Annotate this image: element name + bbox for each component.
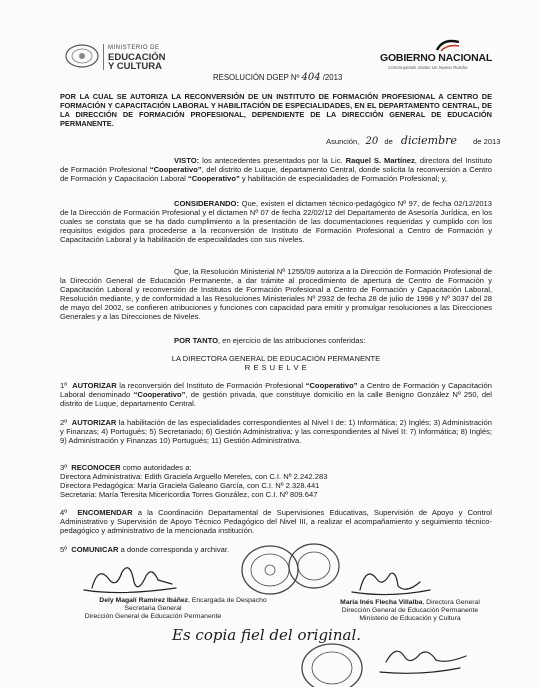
article-2-number: 2º: [60, 418, 67, 427]
article-3-text: como autoridades a:: [120, 463, 192, 472]
considerando-text: Que, existen el dictamen técnico-pedagógico Nº 97, de fecha 02/12/2013 de la Dirección de Formación Profesional y el dictamen Nº 07 de fecha 22/02/12 del Departamento de Asesoría Jurídica, en los cuales se constata que se ha dado cumplimiento a la presentación de las documentaciones requeridas y cumplido con los requisitos exigidos para procederse a la reconversión de Instituto de Formación Profesional a Centro de Formación y Capacitación Laboral y la habilitación de especialidades con sus niveles.: [60, 199, 492, 244]
article-1-cooperativo-2: “Cooperativo”: [133, 390, 186, 399]
article-1-text-2: a Centro de Formación y Capacitación Laboral denominado: [60, 381, 492, 399]
que-paragraph: Que, la Resolución Ministerial Nº 1255/09 autoriza a la Dirección de Formación Profesional de la Dirección General de Educación Permanente, a dar trámite al procedimiento de apertura de Centro de Formación y Capacitación Laboral y reconversión de Institutos de Formación Profesional a Centro de Formación y Capacitación Laboral, Resolución mediante, y de conformidad a las Resoluciones Ministeriales Nº 2932 de fecha 28 de julio de 1998 y Nº 3037 del 28 de mayo del 2002, se confieren atribuciones y funciones con capacidad para emitir y promulgar resoluciones a las Direcciones Generales y a las Direcciones de Niveles.: [60, 267, 492, 321]
certifying-signature: [380, 651, 466, 673]
article-3-verb: RECONOCER: [71, 463, 121, 472]
article-5-verb: COMUNICAR: [71, 545, 119, 554]
visto-text-4: y habilitación de especialidades de Formación Profesional; y,: [239, 174, 447, 183]
right-signatory: [310, 599, 510, 623]
directora-heading: LA DIRECTORA GENERAL DE EDUCACIÓN PERMANENTE: [171, 354, 381, 363]
left-signature: [84, 568, 176, 593]
gov-word1: GOBIERNO: [380, 52, 436, 64]
right-signature: [352, 573, 430, 594]
visto-text-3: , del distrito de Luque, departamento Central, donde solicita la reconversión a Centro de Formación y Capacitación Laboral: [60, 165, 493, 183]
visto-cooperativo-2: “Cooperativo”: [187, 174, 240, 183]
portanto-text: , en ejercicio de las atribuciones conferidas:: [218, 336, 366, 345]
article-5-number: 5º: [60, 545, 67, 554]
right-signatory-role-2: Ministerio de Educación y Cultura: [359, 615, 461, 622]
authority-line-3: Secretaria: María Teresita Micericordia Torres González, con C.I. Nº 809.647: [60, 490, 318, 499]
considerando-label: CONSIDERANDO:: [174, 199, 239, 208]
resolution-prefix: RESOLUCIÓN DGEP Nº: [213, 73, 300, 82]
left-signatory-name: Dely Magalí Ramírez Ibáñez: [99, 597, 189, 604]
left-signatory-extra: , Encargada de Despacho: [188, 597, 267, 604]
article-4-number: 4º: [60, 508, 67, 517]
handwritten-copy-note: Es copia fiel del original.: [172, 626, 362, 644]
ministry-line2: EDUCACIÓN: [108, 52, 166, 63]
left-signatory-role-2: Dirección General de Educación Permanente: [84, 613, 222, 620]
right-signatory-extra: , Directora General: [422, 599, 480, 606]
left-signatory: [58, 597, 308, 621]
visto-name: Raquel S. Martínez: [345, 156, 415, 165]
center-official-stamp: [289, 544, 339, 588]
left-signatory-role-1: Secretaria General: [124, 605, 182, 612]
date-day: 20: [365, 136, 379, 147]
visto-text-1: los antecedentes presentados por la Lic.: [199, 156, 346, 165]
visto-label: VISTO:: [174, 156, 200, 165]
resolution-number: 404: [301, 72, 321, 83]
article-1-verb: AUTORIZAR: [72, 381, 117, 390]
bottom-stamp: [302, 644, 362, 687]
article-5-text: a donde corresponda y archivar.: [118, 545, 230, 554]
resuelve-heading: R E S U E L V E: [244, 363, 308, 372]
date-month: diciembre: [400, 134, 457, 147]
authority-line-2: Directora Pedagógica: María Graciela Galeano García, con C.I. Nº 2.328.441: [60, 481, 320, 490]
article-1-text-1: la reconversión del Instituto de Formación Profesional: [116, 381, 306, 390]
authority-line-1: Directora Administrativa: Edith Graciela Arguello Mereles, con C.I. Nº 2.242.283: [60, 472, 328, 481]
article-2-verb: AUTORIZAR: [71, 418, 117, 427]
document-title: POR LA CUAL SE AUTORIZA LA RECONVERSIÓN DE UN INSTITUTO DE FORMACIÓN PROFESIONAL A CENTRO DE FORMACIÓN Y CAPACITACIÓN LABORAL Y HABILITACIÓN DE ESPECIALIDADES, EN EL DEPARTAMENTO CENTRAL, DE LA DIRECCIÓN DE FORMACIÓN PROFESIONAL, DEPENDIENTE DE LA DIRECCIÓN GENERAL DE EDUCACIÓN PERMANENTE.: [60, 92, 492, 128]
article-4-text: a la Coordinación Departamental de Supervisiones Educativas, Supervisión de Apoyo y Control Administrativo y Supervisión de Apoyo Técnico Pedagógico del Nivel III, a realizar el acompañamiento y seguimiento técnico-pedagógico y administrativo de la mencionada institución.: [60, 508, 492, 535]
ministry-line1: MINISTERIO DE: [108, 45, 160, 51]
gov-slogan: Construyendo Juntos Un Nuevo Rumbo: [388, 65, 468, 70]
resolution-year: /2013: [322, 73, 343, 82]
article-2-text: la habilitación de las especialidades correspondientes al Nivel I de: 1) Informática; 2) Inglés; 3) Administración y Finanzas; 4) Portugués; 5) Secretariado; 6) Gestión Administrativa; y las correspondientes al Nivel II: 7) Informática; 8) Inglés; 9) Administración y Finanzas 10) Portugués; 11) Gestión Administrativa.: [60, 418, 492, 445]
date-de: de: [384, 137, 393, 146]
article-4-verb: ENCOMENDAR: [77, 508, 133, 517]
portanto-label: POR TANTO: [174, 336, 219, 345]
article-1-text-3: , de gestión privada, que constituye domicilio en la calle Benigno González Nº 250, del distrito de Luque, departamento Central.: [60, 390, 492, 408]
visto-cooperativo-1: “Cooperativo”: [149, 165, 202, 174]
visto-text-2: , directora del Instituto de Formación Profesional: [60, 156, 493, 174]
article-1-cooperativo-1: “Cooperativo”: [305, 381, 358, 390]
date-city: Asunción,: [326, 137, 360, 146]
article-3-number: 3º: [60, 463, 67, 472]
date-year: de 2013: [473, 137, 501, 146]
article-1-number: 1º: [60, 381, 67, 390]
ministry-line3: Y CULTURA: [108, 61, 163, 72]
right-signatory-name: María Inés Flecha Villalba: [340, 599, 423, 606]
gov-word2: NACIONAL: [438, 52, 493, 64]
right-signatory-role-1: Dirección General de Educación Permanente: [341, 607, 479, 614]
